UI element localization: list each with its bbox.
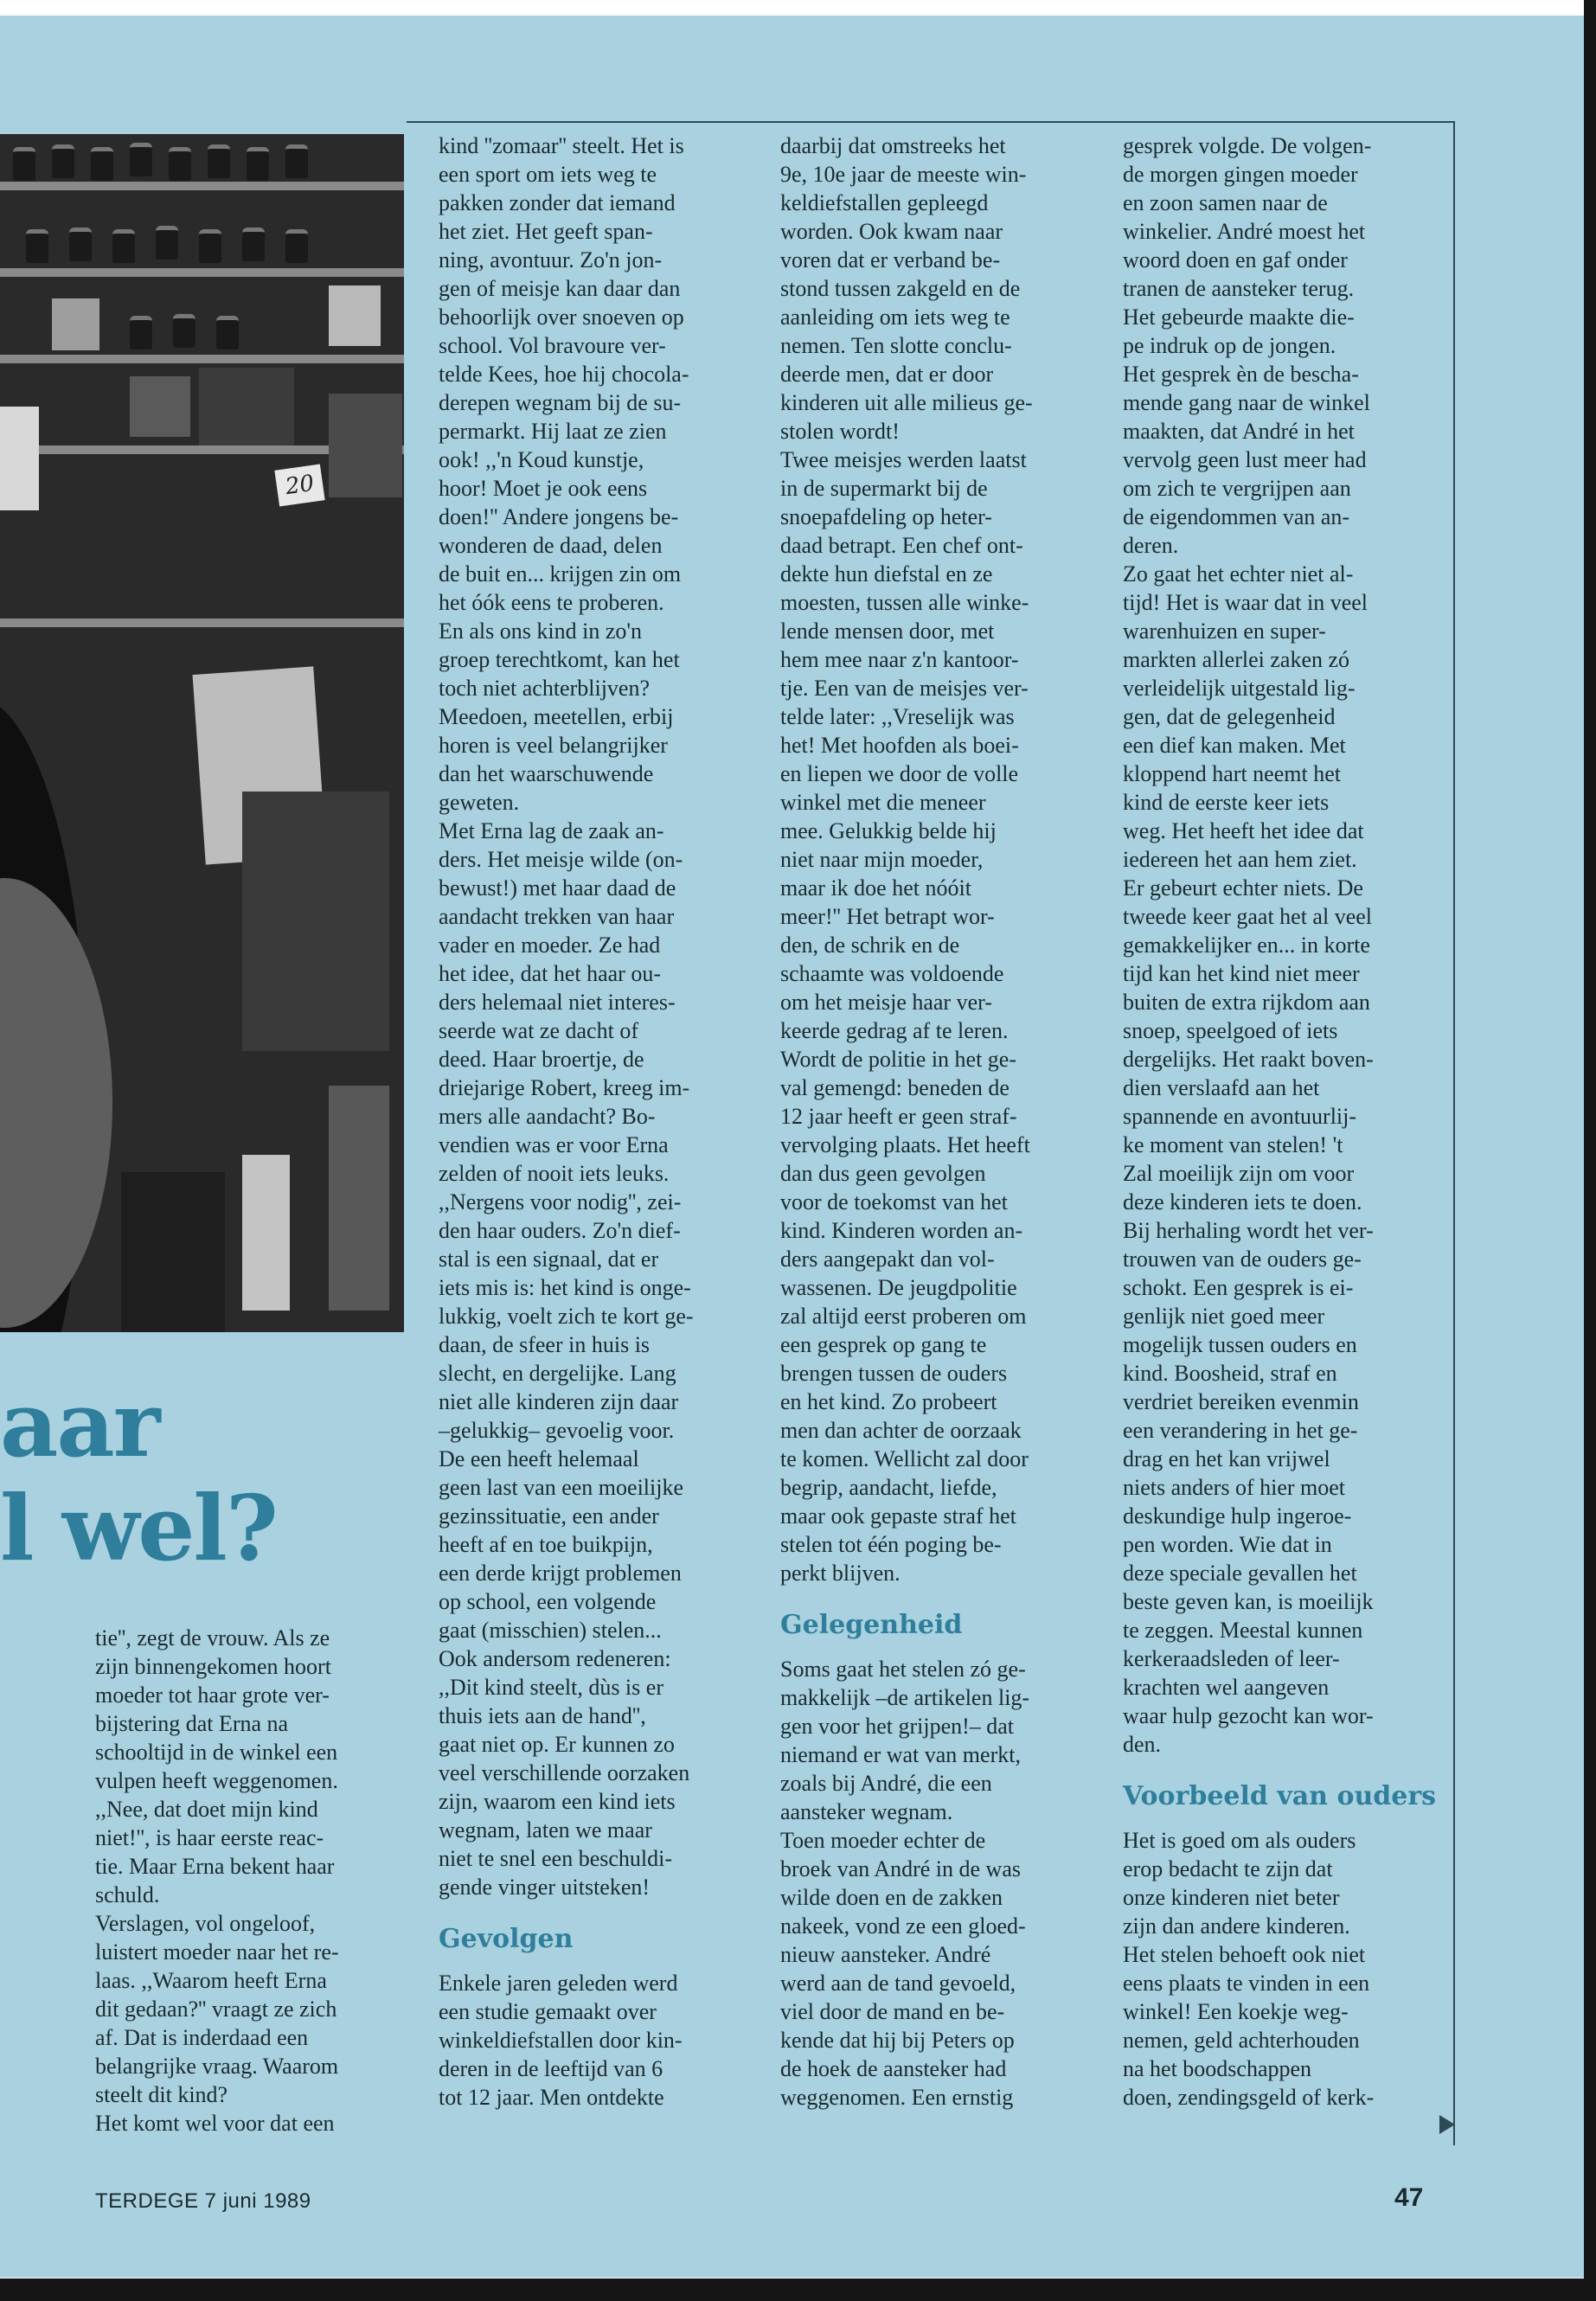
article-line: de hoek de aansteker had: [780, 2056, 1007, 2081]
article-line: schooltijd in de winkel een: [95, 1740, 338, 1765]
article-line: nemen, geld achterhouden: [1123, 2028, 1360, 2053]
article-line: keerde gedrag af te leren.: [780, 1018, 1009, 1043]
article-line: het óók eens te proberen.: [439, 590, 664, 615]
article-line: meer!'' Het betrapt wor-: [780, 904, 995, 929]
article-line: winkeldiefstallen door kin-: [439, 2028, 683, 2053]
article-line: op school, een volgende: [439, 1589, 657, 1614]
article-line: onze kinderen niet beter: [1123, 1885, 1340, 1910]
article-line: gesprek volgde. De volgen-: [1123, 133, 1372, 158]
article-line: gen, dat de gelegenheid: [1123, 704, 1336, 729]
article-line: tranen de aansteker terug.: [1123, 276, 1355, 301]
article-line: weg. Het heeft het idee dat: [1123, 818, 1364, 843]
article-line: een gesprek op gang te: [780, 1332, 987, 1357]
article-line: krachten wel aangeven: [1123, 1675, 1330, 1700]
article-line: men dan achter de oorzaak: [780, 1418, 1022, 1443]
article-line: wassenen. De jeugdpolitie: [780, 1275, 1017, 1300]
article-line: den haar ouders. Zo'n dief-: [439, 1218, 681, 1243]
article-line: schuld.: [95, 1882, 160, 1907]
publication-footer: TERDEGE 7 juni 1989: [95, 2189, 311, 2213]
article-line: af. Dat is inderdaad een: [95, 2025, 309, 2050]
article-line: daarbij dat omstreeks het: [780, 133, 1006, 158]
article-line: pen worden. Wie dat in: [1123, 1532, 1332, 1557]
article-line: tot 12 jaar. Men ontdekte: [439, 2085, 664, 2110]
article-line: gezinssituatie, een ander: [439, 1503, 659, 1529]
article-line: kerkeraadsleden of leer-: [1123, 1646, 1340, 1671]
article-line: winkel! Een koekje weg-: [1123, 1999, 1349, 2024]
article-line: groep terechtkomt, kan het: [439, 647, 680, 672]
article-line: belangrijke vraag. Waarom: [95, 2054, 339, 2079]
article-line: permarkt. Hij laat ze zien: [439, 419, 667, 444]
section-subheading: Gevolgen: [439, 1924, 574, 1954]
article-line: het idee, dat het haar ou-: [439, 961, 661, 986]
article-line: verleidelijk uitgestald lig-: [1123, 676, 1356, 701]
article-line: nieuw aansteker. André: [780, 1942, 991, 1967]
article-line: niet te snel een beschuldi-: [439, 1846, 673, 1871]
article-line: seerde wat ze dacht of: [439, 1018, 638, 1043]
article-line: spannende en avontuurlij-: [1123, 1104, 1357, 1129]
article-line: school. Vol bravoure ver-: [439, 333, 666, 358]
article-line: Zo gaat het echter niet al-: [1123, 561, 1354, 586]
article-line: thuis iets aan de hand'',: [439, 1703, 646, 1728]
article-line: Soms gaat het stelen zó ge-: [780, 1657, 1026, 1682]
article-line: tie. Maar Erna bekent haar: [95, 1854, 335, 1879]
article-line: deze kinderen iets te doen.: [1123, 1189, 1362, 1215]
article-line: toch niet achterblijven?: [439, 676, 651, 701]
article-line: niemand er wat van merkt,: [780, 1742, 1021, 1767]
section-subheading: Gelegenheid: [780, 1610, 963, 1640]
article-line: mee. Gelukkig belde hij: [780, 818, 997, 843]
article-line: kind. Boosheid, straf en: [1123, 1361, 1337, 1386]
article-line: kloppend hart neemt het: [1123, 761, 1341, 786]
article-line: stelen tot één poging be-: [780, 1532, 1002, 1557]
article-line: om het meisje haar ver-: [780, 990, 992, 1015]
article-line: markten allerlei zaken zó: [1123, 647, 1350, 672]
scan-edge-right: [1584, 0, 1596, 2301]
article-line: kinderen uit alle milieus ge-: [780, 390, 1033, 415]
article-line: veel verschillende oorzaken: [439, 1760, 690, 1785]
article-line: gemakkelijker en... in korte: [1123, 933, 1370, 958]
article-line: kende dat hij bij Peters op: [780, 2028, 1015, 2053]
article-line: 12 jaar heeft er geen straf-: [780, 1104, 1017, 1129]
article-line: doen, zendingsgeld of kerk-: [1123, 2085, 1375, 2110]
article-line: makkelijk –de artikelen lig-: [780, 1685, 1030, 1710]
article-line: aandacht trekken van haar: [439, 904, 675, 929]
article-line: eens plaats te vinden in een: [1123, 1971, 1370, 1996]
article-line: gaat niet op. Er kunnen zo: [439, 1732, 675, 1757]
article-line: horen is veel belangrijker: [439, 733, 668, 758]
article-line: behoorlijk over snoeven op: [439, 304, 684, 330]
article-line: in de supermarkt bij de: [780, 476, 988, 501]
article-line: tje. Een van de meisjes ver-: [780, 676, 1029, 701]
article-line: bijstering dat Erna na: [95, 1711, 289, 1736]
article-frame-top: [407, 121, 1455, 123]
article-line: brengen tussen de ouders: [780, 1361, 1008, 1386]
article-line: moesten, tussen alle winke-: [780, 590, 1029, 615]
article-line: 9e, 10e jaar de meeste win-: [780, 162, 1027, 187]
article-line: Meedoen, meetellen, erbij: [439, 704, 674, 729]
article-line: nakeek, vond ze een gloed-: [780, 1913, 1026, 1939]
article-line: De een heeft helemaal: [439, 1446, 639, 1471]
article-line: mogelijk tussen ouders en: [1123, 1332, 1357, 1357]
article-line: zijn, waarom een kind iets: [439, 1789, 676, 1814]
article-line: Het komt wel voor dat een: [95, 2111, 335, 2136]
article-line: tijd kan het kind niet meer: [1123, 961, 1360, 986]
price-tag: [274, 465, 324, 507]
article-line: ders. Het meisje wilde (on-: [439, 847, 683, 872]
article-line: deed. Haar broertje, de: [439, 1047, 644, 1072]
article-line: pakken zonder dat iemand: [439, 190, 676, 215]
article-line: dien verslaafd aan het: [1123, 1075, 1320, 1100]
article-line: een studie gemaakt over: [439, 1999, 657, 2024]
article-line: geweten.: [439, 790, 520, 815]
article-line: genlijk niet goed meer: [1123, 1304, 1325, 1329]
article-line: om zich te vergrijpen aan: [1123, 476, 1351, 501]
article-line: ook! ,,'n Koud kunstje,: [439, 447, 644, 472]
article-line: broek van André in de was: [780, 1856, 1021, 1881]
article-line: werd aan de tand gevoeld,: [780, 1971, 1016, 1996]
article-line: niet!'', is haar eerste reac-: [95, 1825, 324, 1850]
article-line: snoep, speelgoed of iets: [1123, 1018, 1338, 1043]
article-line: Enkele jaren geleden werd: [439, 1971, 678, 1996]
article-line: niets anders of hier moet: [1123, 1475, 1346, 1500]
article-line: een verandering in het ge-: [1123, 1418, 1358, 1443]
article-line: een sport om iets weg te: [439, 162, 657, 187]
article-line: beste geven kan, is moeilijk: [1123, 1589, 1374, 1614]
article-line: aansteker wegnam.: [780, 1799, 953, 1824]
article-line: tweede keer gaat het al veel: [1123, 904, 1372, 929]
article-line: te zeggen. Meestal kunnen: [1123, 1618, 1363, 1643]
article-line: verdriet bereiken evenmin: [1123, 1389, 1359, 1414]
article-line: dan dus geen gevolgen: [780, 1161, 986, 1186]
article-line: iets mis is: het kind is onge-: [439, 1275, 691, 1300]
article-line: zoals bij André, die een: [780, 1771, 992, 1796]
article-line: telde later: ,,Vreselijk was: [780, 704, 1015, 729]
article-line: woord doen en gaf onder: [1123, 247, 1348, 272]
article-line: moeder tot haar grote ver-: [95, 1682, 330, 1708]
article-line: daan, de sfeer in huis is: [439, 1332, 651, 1357]
article-line: hem mee naar z'n kantoor-: [780, 647, 1019, 672]
article-line: geen last van een moeilijke: [439, 1475, 684, 1500]
article-line: lukkig, voelt zich te kort ge-: [439, 1304, 694, 1329]
article-line: pe indruk op de jongen.: [1123, 333, 1336, 358]
article-line: En als ons kind in zo'n: [439, 619, 643, 644]
article-line: wilde doen en de zakken: [780, 1885, 1003, 1910]
article-line: en het kind. Zo probeert: [780, 1389, 997, 1414]
article-line: erop bedacht te zijn dat: [1123, 1856, 1333, 1881]
article-line: hoor! Moet je ook eens: [439, 476, 648, 501]
article-line: Het is goed om als ouders: [1123, 1828, 1356, 1853]
article-line: het! Met hoofden als boei-: [780, 733, 1019, 758]
article-line: val gemengd: beneden de: [780, 1075, 1010, 1100]
shop-photo: [0, 134, 404, 1332]
article-line: ,,Nergens voor nodig'', zei-: [439, 1189, 682, 1215]
article-line: bewust!) met haar daad de: [439, 875, 676, 901]
article-line: deerde men, dat er door: [780, 362, 994, 387]
article-line: Twee meisjes werden laatst: [780, 447, 1027, 472]
article-line: niet alle kinderen zijn daar: [439, 1389, 679, 1414]
article-line: snoepafdeling op heter-: [780, 504, 992, 529]
text-column-2: [439, 131, 746, 2112]
article-line: Ook andersom redeneren:: [439, 1646, 671, 1671]
article-line: telde Kees, hoe hij chocola-: [439, 362, 689, 387]
text-column-1: [95, 1624, 394, 2138]
article-line: weggenomen. Een ernstig: [780, 2085, 1014, 2110]
article-line: de morgen gingen moeder: [1123, 162, 1358, 187]
article-line: en zoon samen naar de: [1123, 190, 1328, 215]
article-line: slecht, en dergelijke. Lang: [439, 1361, 676, 1386]
article-line: deren in de leeftijd van 6: [439, 2056, 663, 2081]
article-line: heeft af en toe buikpijn,: [439, 1532, 653, 1557]
article-line: lende mensen door, met: [780, 619, 995, 644]
article-line: maar ik doe het nóóit: [780, 875, 971, 901]
article-line: daad betrapt. Een chef ont-: [780, 533, 1023, 558]
article-line: voor de toekomst van het: [780, 1189, 1008, 1215]
article-line: dit gedaan?'' vraagt ze zich: [95, 1997, 337, 2022]
article-line: zal altijd eerst proberen om: [780, 1304, 1027, 1329]
article-line: kind. Kinderen worden an-: [780, 1218, 1023, 1243]
article-line: luistert moeder naar het re-: [95, 1939, 339, 1965]
article-line: winkel met die meneer: [780, 790, 986, 815]
article-line: iedereen het aan hem ziet.: [1123, 847, 1357, 872]
article-line: Zal moeilijk zijn om voor: [1123, 1161, 1355, 1186]
article-line: viel door de mand en be-: [780, 1999, 1005, 2024]
article-line: de buit en... krijgen zin om: [439, 561, 682, 586]
article-line: schaamte was voldoende: [780, 961, 1004, 986]
article-line: ,,Dit kind steelt, dùs is er: [439, 1675, 663, 1700]
article-line: gende vinger uitsteken!: [439, 1875, 651, 1900]
article-line: ke moment van stelen! 't: [1123, 1132, 1343, 1157]
article-line: ders helemaal niet interes-: [439, 990, 676, 1015]
article-line: waar hulp gezocht kan wor-: [1123, 1703, 1374, 1728]
article-line: dergelijks. Het raakt boven-: [1123, 1047, 1374, 1072]
article-line: warenhuizen en super-: [1123, 619, 1326, 644]
article-line: ning, avontuur. Zo'n jon-: [439, 247, 663, 272]
article-line: te komen. Wellicht zal door: [780, 1446, 1029, 1471]
article-line: doen!'' Andere jongens be-: [439, 504, 679, 529]
article-line: ,,Nee, dat doet mijn kind: [95, 1797, 318, 1822]
article-line: worden. Ook kwam naar: [780, 219, 1003, 244]
article-line: de eigendommen van an-: [1123, 504, 1350, 529]
article-line: –gelukkig– gevoelig voor.: [439, 1418, 675, 1443]
article-line: maakten, dat André in het: [1123, 419, 1355, 444]
article-line: den, de schrik en de: [780, 933, 960, 958]
article-line: kind de eerste keer iets: [1123, 790, 1330, 815]
article-line: laas. ,,Waarom heeft Erna: [95, 1968, 327, 1993]
article-line: deren.: [1123, 533, 1179, 558]
article-line: trouwen van de ouders ge-: [1123, 1247, 1362, 1272]
section-subheading: Voorbeeld van ouders: [1123, 1781, 1437, 1811]
headline-line-2: l wel?: [0, 1475, 277, 1581]
article-line: buiten de extra rijkdom aan: [1123, 990, 1370, 1015]
article-line: Het gebeurde maakte die-: [1123, 304, 1355, 330]
article-line: wonderen de daad, delen: [439, 533, 663, 558]
article-line: niet naar mijn moeder,: [780, 847, 984, 872]
headline-line-1: aar: [0, 1371, 159, 1477]
article-line: nemen. Ten slotte conclu-: [780, 333, 1012, 358]
article-line: mende gang naar de winkel: [1123, 390, 1370, 415]
article-line: schokt. Een gesprek is ei-: [1123, 1275, 1354, 1300]
article-line: vervolg geen lust meer had: [1123, 447, 1367, 472]
article-line: Er gebeurt echter niets. De: [1123, 875, 1363, 901]
article-line: het ziet. Het geeft span-: [439, 219, 653, 244]
article-line: aanleiding om iets weg te: [780, 304, 1010, 330]
article-line: wegnam, laten we maar: [439, 1817, 652, 1843]
article-line: een derde krijgt problemen: [439, 1561, 682, 1586]
article-line: keldiefstallen gepleegd: [780, 190, 989, 215]
article-line: maar ook gepaste straf het: [780, 1503, 1016, 1529]
article-line: gen of meisje kan daar dan: [439, 276, 681, 301]
article-line: een dief kan maken. Met: [1123, 733, 1346, 758]
price-tag-text: 20: [284, 470, 317, 501]
article-line: dan het waarschuwende: [439, 761, 654, 786]
article-line: dekte hun diefstal en ze: [780, 561, 993, 586]
article-line: Verslagen, vol ongeloof,: [95, 1911, 316, 1936]
article-line: gaat (misschien) stelen...: [439, 1618, 662, 1643]
continue-arrow-icon: [1439, 2115, 1455, 2134]
article-line: steelt dit kind?: [95, 2082, 228, 2107]
article-line: den.: [1123, 1732, 1162, 1757]
article-line: vader en moeder. Ze had: [439, 933, 661, 958]
article-line: vendien was er voor Erna: [439, 1132, 669, 1157]
article-line: Bij herhaling wordt het ver-: [1123, 1218, 1374, 1243]
scan-edge-bottom: [0, 2279, 1596, 2301]
article-line: winkelier. André moest het: [1123, 219, 1366, 244]
article-line: Toen moeder echter de: [780, 1828, 986, 1853]
article-line: kind ''zomaar'' steelt. Het is: [439, 133, 684, 158]
article-line: voren dat er verband be-: [780, 247, 1001, 272]
article-line: mers alle aandacht? Bo-: [439, 1104, 656, 1129]
article-line: deze speciale gevallen het: [1123, 1561, 1357, 1586]
article-line: stolen wordt!: [780, 419, 900, 444]
article-line: tijd! Het is waar dat in veel: [1123, 590, 1368, 615]
article-line: Met Erna lag de zaak an-: [439, 818, 664, 843]
article-line: Het gesprek èn de bescha-: [1123, 362, 1359, 387]
article-line: drag en het kan vrijwel: [1123, 1446, 1330, 1471]
text-column-3: [780, 131, 1092, 2112]
article-line: gen voor het grijpen!– dat: [780, 1714, 1015, 1739]
page-number: 47: [1394, 2183, 1424, 2212]
article-line: derepen wegnam bij de su-: [439, 390, 682, 415]
article-line: zijn dan andere kinderen.: [1123, 1913, 1350, 1939]
article-line: en liepen we door de volle: [780, 761, 1019, 786]
article-line: vervolging plaats. Het heeft: [780, 1132, 1030, 1157]
article-line: deskundige hulp ingeroe-: [1123, 1503, 1352, 1529]
article-frame-right: [1453, 121, 1455, 2145]
article-line: driejarige Robert, kreeg im-: [439, 1075, 690, 1100]
article-line: tie'', zegt de vrouw. Als ze: [95, 1625, 330, 1650]
article-line: stond tussen zakgeld en de: [780, 276, 1021, 301]
article-line: begrip, aandacht, liefde,: [780, 1475, 997, 1500]
text-column-4: [1123, 131, 1447, 2112]
article-line: Wordt de politie in het ge-: [780, 1047, 1016, 1072]
article-line: na het boodschappen: [1123, 2056, 1312, 2081]
article-line: zelden of nooit iets leuks.: [439, 1161, 670, 1186]
article-line: ders aangepakt dan vol-: [780, 1247, 995, 1272]
article-line: Het stelen behoeft ook niet: [1123, 1942, 1366, 1967]
article-line: vulpen heeft weggenomen.: [95, 1768, 338, 1793]
article-line: stal is een signaal, dat er: [439, 1247, 659, 1272]
article-line: perkt blijven.: [780, 1561, 901, 1586]
article-line: zijn binnengekomen hoort: [95, 1654, 331, 1679]
